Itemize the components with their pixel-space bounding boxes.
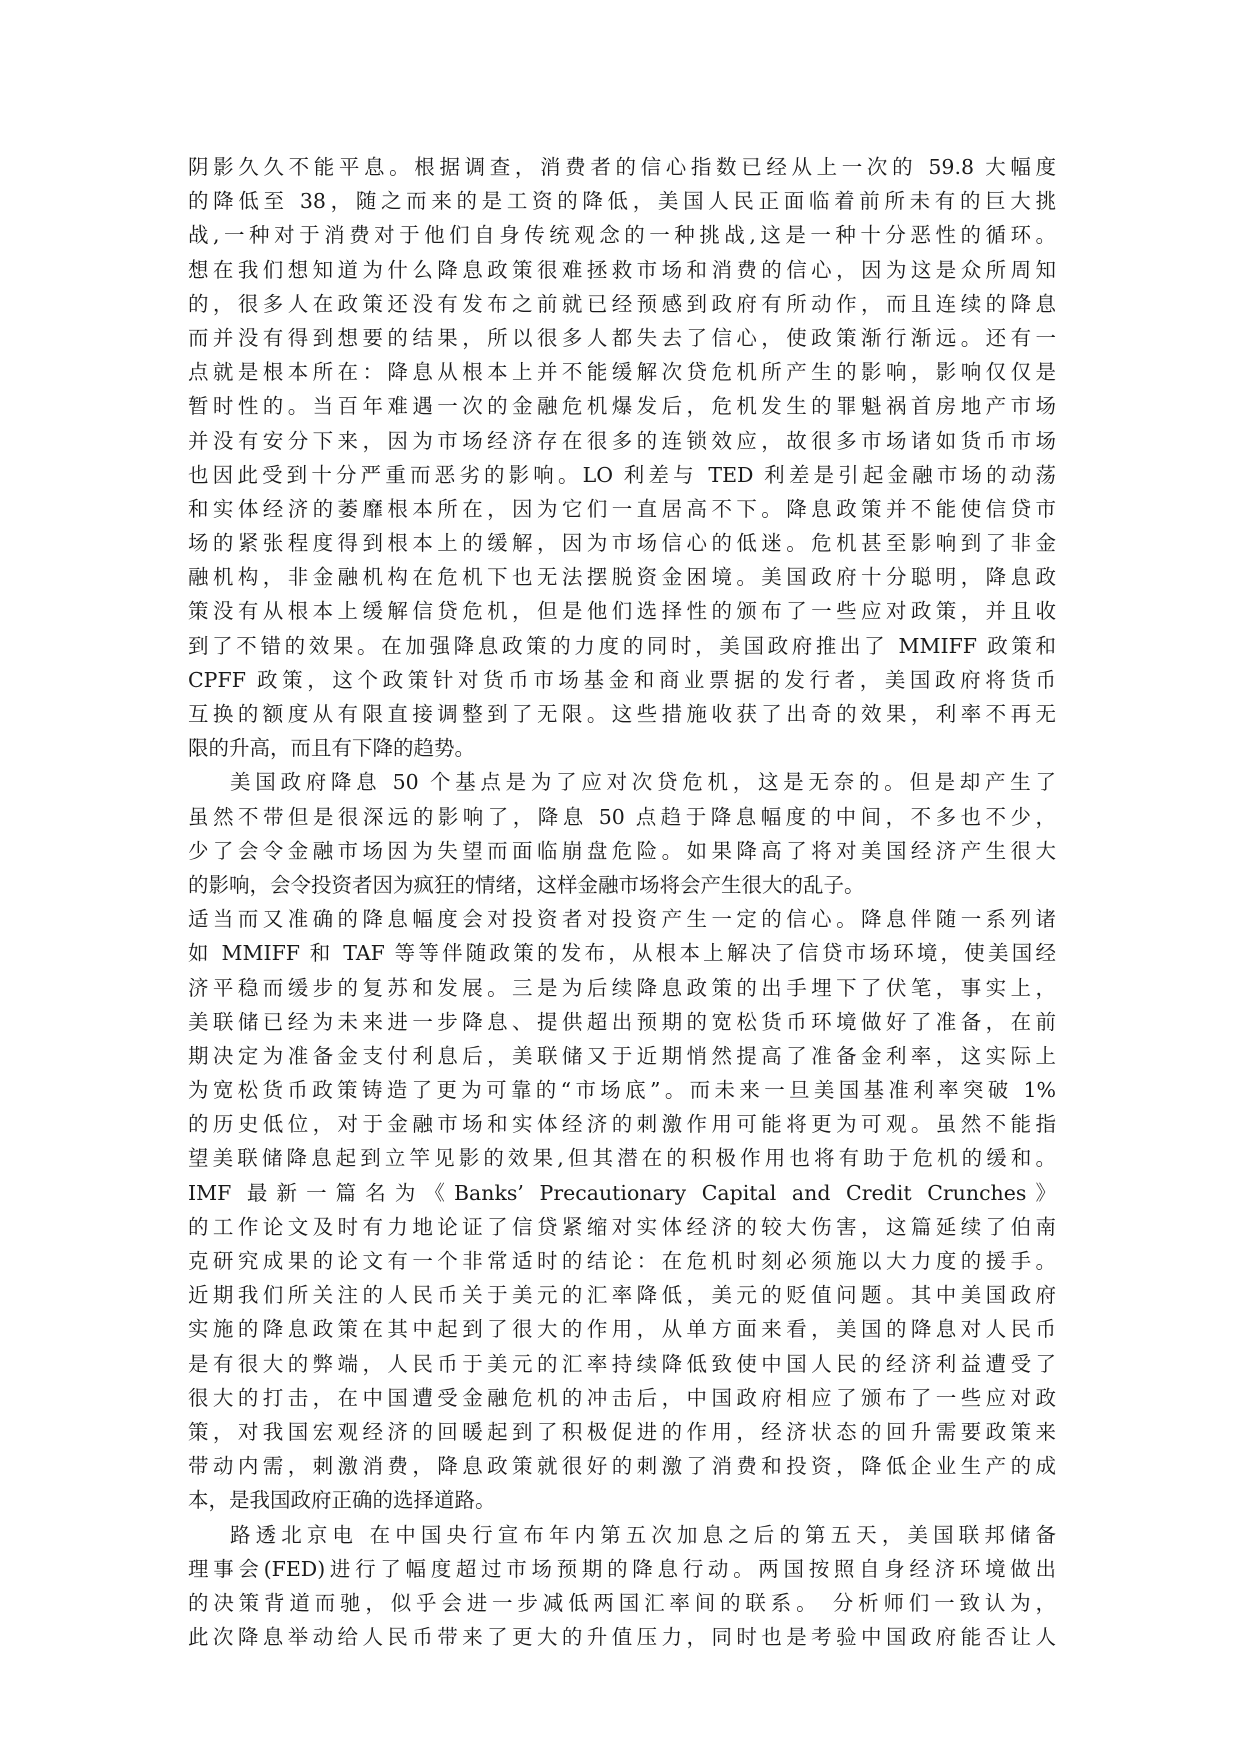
text-line: 并没有安分下来，因为市场经济存在很多的连锁效应，故很多市场诸如货币市场 — [188, 428, 1056, 453]
text-line: 融机构，非金融机构在危机下也无法摆脱资金困境。美国政府十分聪明，降息政 — [188, 565, 1056, 590]
text-line: 互换的额度从有限直接调整到了无限。这些措施收获了出奇的效果，利率不再无 — [188, 702, 1056, 726]
text-line: 本，是我国政府正确的选择道路。 — [188, 1488, 496, 1513]
text-line: 虽然不带但是很深远的影响了，降息 50 点趋于降息幅度的中间，不多也不少， — [188, 804, 1056, 829]
text-line: 很大的打击，在中国遭受金融危机的冲击后，中国政府相应了颁布了一些应对政 — [188, 1385, 1056, 1410]
text-line: 路透北京电 在中国央行宣布年内第五次加息之后的第五天，美国联邦储备 — [230, 1522, 1056, 1547]
text-line: 济平稳而缓步的复苏和发展。三是为后续降息政策的出手埋下了伏笔，事实上， — [188, 975, 1056, 1000]
text-line: 的，很多人在政策还没有发布之前就已经预感到政府有所动作，而且连续的降息 — [188, 291, 1056, 316]
text-line: 阴影久久不能平息。根据调查，消费者的信心指数已经从上一次的 59.8 大幅度 — [188, 155, 1056, 179]
text-line: 的影响，会令投资者因为疯狂的情绪，这样金融市场将会产生很大的乱子。 — [188, 872, 865, 897]
text-line: 点就是根本所在：降息从根本上并不能缓解次贷危机所产生的影响，影响仅仅是 — [188, 360, 1056, 385]
text-line: 此次降息举动给人民币带来了更大的升值压力，同时也是考验中国政府能否让人 — [188, 1625, 1056, 1650]
text-line: 想在我们想知道为什么降息政策很难拯救市场和消费的信心，因为这是众所周知 — [188, 257, 1056, 282]
text-line: 的降低至 38，随之而来的是工资的降低，美国人民正面临着前所未有的巨大挑 — [188, 189, 1056, 214]
text-line: 场的紧张程度得到根本上的缓解，因为市场信心的低迷。危机甚至影响到了非金 — [188, 531, 1056, 556]
text-line: 理事会(FED)进行了幅度超过市场预期的降息行动。两国按照自身经济环境做出 — [188, 1556, 1056, 1581]
text-line: 克研究成果的论文有一个非常适时的结论：在危机时刻必须施以大力度的援手。 — [188, 1249, 1056, 1273]
text-line: 少了会令金融市场因为失望而面临崩盘危险。如果降高了将对美国经济产生很大 — [188, 838, 1056, 863]
text-line: 限的升高，而且有下降的趋势。 — [188, 736, 475, 761]
text-line: 近期我们所关注的人民币关于美元的汇率降低，美元的贬值问题。其中美国政府 — [188, 1283, 1056, 1308]
text-line: 带动内需，刺激消费，降息政策就很好的刺激了消费和投资，降低企业生产的成 — [188, 1454, 1056, 1479]
text-line: 实施的降息政策在其中起到了很大的作用，从单方面来看，美国的降息对人民币 — [188, 1317, 1056, 1342]
document-page — [188, 150, 1056, 1654]
text-line: 是有很大的弊端，人民币于美元的汇率持续降低致使中国人民的经济利益遭受了 — [188, 1351, 1056, 1376]
text-line: 如 MMIFF 和 TAF 等等伴随政策的发布，从根本上解决了信贷市场环境，使美国经 — [188, 941, 1056, 966]
text-line: 暂时性的。当百年难遇一次的金融危机爆发后，危机发生的罪魁祸首房地产市场 — [188, 394, 1056, 419]
text-line: 也因此受到十分严重而恶劣的影响。LO 利差与 TED 利差是引起金融市场的动荡 — [188, 462, 1056, 487]
text-line: 到了不错的效果。在加强降息政策的力度的同时，美国政府推出了 MMIFF 政策和 — [188, 633, 1056, 658]
text-line: 期决定为准备金支付利息后，美联储又于近期悄然提高了准备金利率，这实际上 — [188, 1043, 1056, 1068]
text-line: 而并没有得到想要的结果，所以很多人都失去了信心，使政策渐行渐远。还有一 — [188, 325, 1056, 350]
text-line: 策没有从根本上缓解信贷危机，但是他们选择性的颁布了一些应对政策，并且收 — [188, 599, 1056, 624]
text-line: 适当而又准确的降息幅度会对投资者对投资产生一定的信心。降息伴随一系列诸 — [188, 907, 1056, 932]
text-line: 为宽松货币政策铸造了更为可靠的“市场底”。而未来一旦美国基准利率突破 1% — [188, 1078, 1056, 1103]
text-line: 美联储已经为未来进一步降息、提供超出预期的宽松货币环境做好了准备，在前 — [188, 1009, 1056, 1034]
text-line: 的工作论文及时有力地论证了信贷紧缩对实体经济的较大伤害，这篇延续了伯南 — [188, 1214, 1056, 1239]
text-line: 的决策背道而驰，似乎会进一步减低两国汇率间的联系。 分析师们一致认为， — [188, 1590, 1056, 1615]
text-line: 和实体经济的萎靡根本所在，因为它们一直居高不下。降息政策并不能使信贷市 — [188, 496, 1056, 521]
text-line: 美国政府降息 50 个基点是为了应对次贷危机，这是无奈的。但是却产生了 — [230, 770, 1056, 795]
text-line: IMF 最新一篇名为《Banks’ Precautionary Capital and Credit Crunches》 — [188, 1180, 1056, 1205]
text-line: CPFF 政策，这个政策针对货币市场基金和商业票据的发行者，美国政府将货币 — [188, 667, 1056, 692]
text-line: 望美联储降息起到立竿见影的效果,但其潜在的积极作用也将有助于危机的缓和。 — [188, 1146, 1056, 1171]
text-line: 战,一种对于消费对于他们自身传统观念的一种挑战,这是一种十分恶性的循环。 — [188, 223, 1056, 248]
text-line: 的历史低位，对于金融市场和实体经济的刺激作用可能将更为可观。虽然不能指 — [188, 1112, 1056, 1137]
text-line: 策，对我国宏观经济的回暖起到了积极促进的作用，经济状态的回升需要政策来 — [188, 1419, 1056, 1444]
